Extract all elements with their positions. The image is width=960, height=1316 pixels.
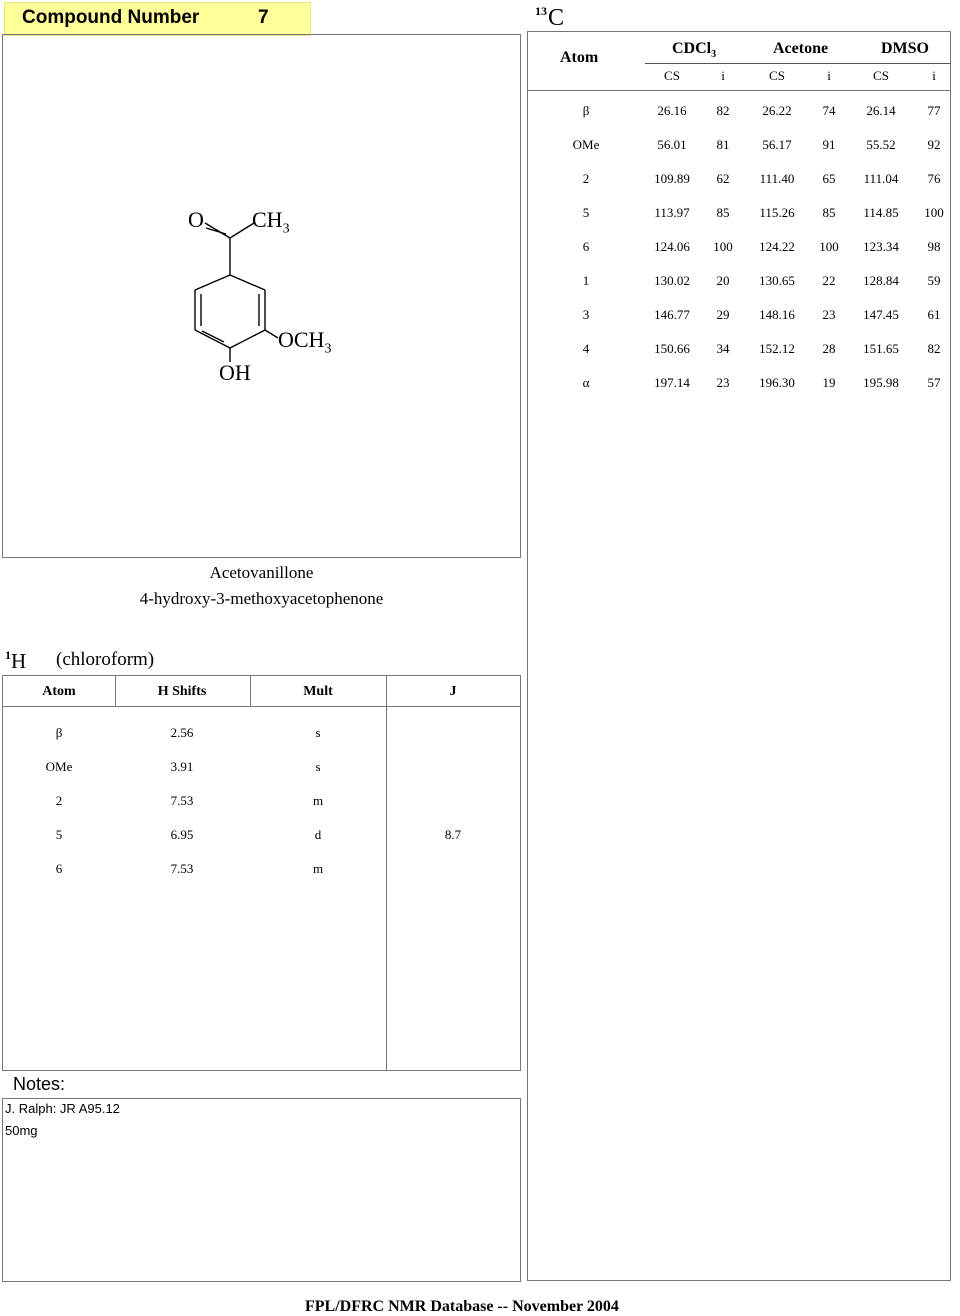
carbon-row-value: 57 — [927, 375, 941, 390]
carbon-row-value: 76 — [927, 171, 941, 186]
proton-symbol: H — [11, 649, 27, 673]
carbon-row-value: 74 — [822, 103, 836, 118]
carbon-solvent-acetone: Acetone — [773, 40, 829, 57]
carbon-row-atom: 3 — [582, 307, 590, 322]
carbon-sub-header: CS — [769, 68, 785, 83]
carbon-row-atom: 6 — [582, 239, 590, 254]
carbon-row-atom: OMe — [572, 137, 600, 152]
carbon-solvent-cdcl3 — [672, 40, 716, 60]
proton-row-value: 7.53 — [170, 861, 194, 876]
carbon-table-solvent-divider — [645, 63, 950, 64]
proton-col-divider — [386, 675, 387, 1071]
proton-row-value: 2.56 — [170, 725, 194, 740]
carbon-row-value: 56.01 — [657, 137, 687, 152]
proton-col-divider — [115, 675, 116, 706]
carbon-row-atom: β — [582, 103, 590, 118]
carbon-row-value: 65 — [822, 171, 836, 186]
proton-row-value: d — [314, 827, 322, 842]
proton-title — [5, 648, 26, 674]
carbon-row-value: 130.65 — [759, 273, 795, 288]
carbon-table-header-divider — [528, 90, 950, 91]
carbon-row-value: 23 — [822, 307, 836, 322]
carbon-sub-header: i — [932, 68, 936, 83]
carbon-row-atom: 5 — [582, 205, 590, 220]
carbon-row-value: 146.77 — [654, 307, 690, 322]
structure-och3-subscript: 3 — [324, 341, 332, 357]
carbon-row-value: 111.04 — [863, 171, 899, 186]
carbon-table-atom-header: Atom — [560, 49, 599, 66]
proton-row-value: m — [312, 793, 324, 808]
carbon-row-atom: α — [582, 375, 590, 390]
carbon-row-value: 113.97 — [654, 205, 690, 220]
carbon-row-value: 147.45 — [863, 307, 899, 322]
carbon-row-value: 100 — [924, 205, 944, 220]
carbon-13-title — [535, 4, 564, 32]
notes-box — [2, 1098, 521, 1282]
carbon-row-value: 56.17 — [762, 137, 792, 152]
proton-header: Atom — [42, 684, 76, 699]
carbon-row-value: 150.66 — [654, 341, 690, 356]
carbon-row-value: 130.02 — [654, 273, 690, 288]
notes-label: Notes: — [13, 1074, 66, 1094]
proton-row-atom: 5 — [55, 827, 63, 842]
carbon-13-symbol: C — [548, 5, 565, 31]
carbon-row-value: 61 — [927, 307, 941, 322]
carbon-row-value: 82 — [927, 341, 941, 356]
carbon-row-value: 26.22 — [762, 103, 792, 118]
carbon-row-value: 28 — [822, 341, 836, 356]
carbon-sub-header: CS — [664, 68, 680, 83]
proton-col-divider — [250, 675, 251, 706]
carbon-row-value: 195.98 — [863, 375, 899, 390]
note-line: J. Ralph: JR A95.12 — [5, 1101, 120, 1116]
carbon-row-value: 82 — [716, 103, 730, 118]
footer-text: FPL/DFRC NMR Database -- November 2004 — [305, 1298, 619, 1315]
proton-row-atom: 2 — [55, 793, 63, 808]
carbon-row-value: 34 — [716, 341, 730, 356]
carbon-row-value: 111.40 — [759, 171, 795, 186]
proton-solvent: (chloroform) — [56, 649, 155, 670]
carbon-row-value: 114.85 — [863, 205, 899, 220]
structure-ch3-label — [252, 207, 290, 237]
carbon-row-value: 148.16 — [759, 307, 795, 322]
carbon-row-value: 98 — [927, 239, 941, 254]
compound-systematic-name: 4-hydroxy-3-methoxyacetophenone — [139, 589, 384, 608]
carbon-row-value: 22 — [822, 273, 836, 288]
carbon-row-value: 91 — [822, 137, 836, 152]
structure-och3-label — [278, 327, 331, 357]
carbon-solvent-dmso: DMSO — [881, 40, 929, 57]
carbon-row-value: 115.26 — [759, 205, 795, 220]
carbon-row-atom: 2 — [582, 171, 590, 186]
proton-header: Mult — [303, 684, 333, 699]
proton-mass: 1 — [5, 648, 11, 662]
structure-ch3-subscript: 3 — [282, 221, 290, 237]
carbon-row-value: 109.89 — [654, 171, 690, 186]
carbon-row-atom: 4 — [582, 341, 590, 356]
proton-row-atom: 6 — [55, 861, 63, 876]
carbon-row-value: 151.65 — [863, 341, 899, 356]
proton-row-value: 7.53 — [170, 793, 194, 808]
carbon-row-value: 124.06 — [654, 239, 690, 254]
carbon-sub-header: CS — [873, 68, 889, 83]
carbon-row-value: 100 — [713, 239, 733, 254]
compound-number-value: 7 — [258, 7, 269, 28]
carbon-row-value: 92 — [927, 137, 941, 152]
carbon-row-value: 197.14 — [654, 375, 690, 390]
carbon-row-value: 26.16 — [657, 103, 687, 118]
proton-row-value: 6.95 — [170, 827, 194, 842]
carbon-row-value: 100 — [819, 239, 839, 254]
carbon-row-value: 196.30 — [759, 375, 795, 390]
carbon-row-value: 62 — [716, 171, 730, 186]
carbon-row-value: 85 — [822, 205, 836, 220]
proton-header: J — [449, 684, 457, 699]
carbon-row-value: 152.12 — [759, 341, 795, 356]
structure-o-label: O — [188, 207, 204, 232]
carbon-sub-header: i — [827, 68, 831, 83]
proton-row-atom: β — [55, 725, 63, 740]
compound-number-label: Compound Number — [22, 7, 200, 28]
carbon-row-value: 128.84 — [863, 273, 899, 288]
carbon-row-value: 123.34 — [863, 239, 899, 254]
compound-common-name: Acetovanillone — [209, 563, 314, 582]
structure-ch-text: CH — [252, 207, 283, 232]
carbon-row-value: 81 — [716, 137, 730, 152]
carbon-row-value: 55.52 — [866, 137, 896, 152]
structure-och-text: OCH — [278, 327, 325, 352]
carbon-row-value: 26.14 — [866, 103, 896, 118]
carbon-row-value: 23 — [716, 375, 730, 390]
carbon-row-value: 20 — [716, 273, 730, 288]
proton-row-value: s — [315, 759, 321, 774]
proton-row-value: s — [315, 725, 321, 740]
carbon-row-value: 29 — [716, 307, 730, 322]
proton-row-atom: OMe — [45, 759, 73, 774]
carbon-row-value: 124.22 — [759, 239, 795, 254]
carbon-row-atom: 1 — [582, 273, 590, 288]
proton-header: H Shifts — [157, 684, 207, 699]
note-line: 50mg — [5, 1123, 38, 1138]
carbon-row-value: 19 — [822, 375, 836, 390]
carbon-solvent-cdcl-subscript: 3 — [711, 49, 717, 61]
structure-oh-label: OH — [219, 360, 251, 385]
proton-row-value: m — [312, 861, 324, 876]
carbon-row-value: 59 — [927, 273, 941, 288]
carbon-solvent-cdcl-text: CDCl — [672, 40, 712, 57]
carbon-row-value: 85 — [716, 205, 730, 220]
proton-row-value: 3.91 — [170, 759, 194, 774]
carbon-sub-header: i — [721, 68, 725, 83]
carbon-row-value: 77 — [927, 103, 941, 118]
proton-row-value: 8.7 — [444, 827, 462, 842]
carbon-13-mass: 13 — [535, 4, 547, 18]
